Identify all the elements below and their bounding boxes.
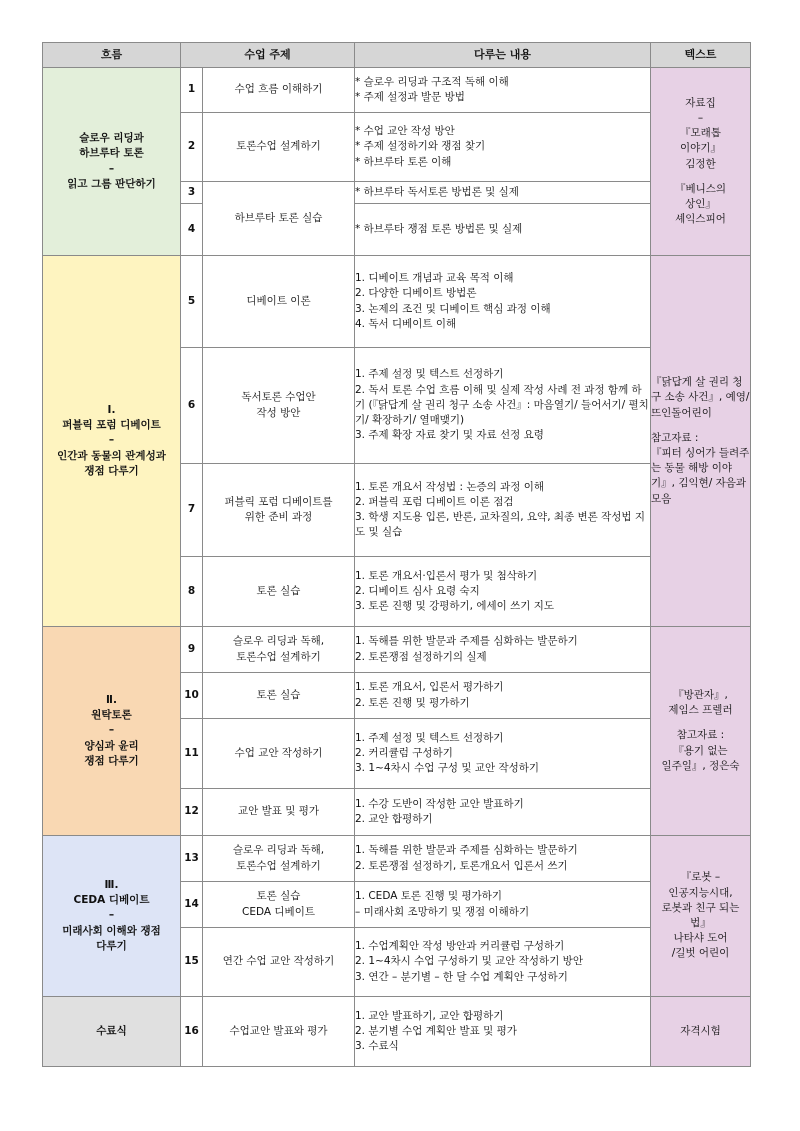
row-number: 15: [181, 928, 203, 997]
section-flow-3: Ⅲ. CEDA 디베이트 – 미래사회 이해와 쟁점 다루기: [43, 836, 181, 997]
section-flow-1: Ⅰ. 퍼블릭 포럼 디베이트 – 인간과 동물의 관계성과 쟁점 다루기: [43, 256, 181, 627]
row-number: 16: [181, 997, 203, 1067]
row-topic: 수업 흐름 이해하기: [203, 68, 355, 113]
table-row: [43, 256, 751, 348]
row-content: * 하브루타 독서토론 방법론 및 실제: [355, 182, 651, 204]
row-content: 1. 토론 개요서 작성법 : 논증의 과정 이해 2. 퍼블릭 포럼 디베이트 이론 점검 3. 학생 지도용 입론, 반론, 교차질의, 요약, 최종 변론 작성법 지도 및 실습: [355, 464, 651, 557]
row-number: 4: [181, 204, 203, 256]
table-row: [43, 997, 751, 1067]
header-text: 텍스트: [651, 43, 751, 68]
section-text-2: 『방관자』, 제임스 프렐러 참고자료 : 『용기 없는 일주일』, 정은숙: [651, 627, 751, 836]
header-flow: 흐름: [43, 43, 181, 68]
row-topic: 교안 발표 및 평가: [203, 789, 355, 836]
row-number: 2: [181, 113, 203, 182]
row-number: 12: [181, 789, 203, 836]
row-content: * 하브루타 쟁점 토론 방법론 및 실제: [355, 204, 651, 256]
section-flow-0: 슬로우 리딩과 하브루타 토론 – 읽고 그름 판단하기: [43, 68, 181, 256]
row-number: 14: [181, 882, 203, 928]
row-content: 1. 디베이트 개념과 교육 목적 이해 2. 다양한 디베이트 방법론 3. 논제의 조건 및 디베이트 핵심 과정 이해 4. 독서 디베이트 이해: [355, 256, 651, 348]
row-number: 6: [181, 348, 203, 464]
header-row: [43, 43, 751, 68]
row-content: 1. 토론 개요서, 입론서 평가하기 2. 토론 진행 및 평가하기: [355, 673, 651, 719]
row-content: 1. CEDA 토론 진행 및 평가하기 – 미래사회 조망하기 및 쟁점 이해하기: [355, 882, 651, 928]
table-row: [43, 627, 751, 673]
section-text-1: 『닭답게 살 권리 청구 소송 사건』, 예영/ 뜨인돌어린이 참고자료 : 『피터 싱어가 들려주는 동물 해방 이야기』, 김익현/ 자음과모음: [651, 256, 751, 627]
row-topic: 토론 실습: [203, 557, 355, 627]
row-topic: 토론수업 설계하기: [203, 113, 355, 182]
header-topic: 수업 주제: [181, 43, 355, 68]
row-number: 11: [181, 719, 203, 789]
row-topic: 수업교안 발표와 평가: [203, 997, 355, 1067]
curriculum-table: [42, 42, 751, 1067]
row-content: 1. 주제 설정 및 텍스트 선정하기 2. 커리큘럼 구성하기 3. 1~4차시 수업 구성 및 교안 작성하기: [355, 719, 651, 789]
table-row: [43, 68, 751, 113]
row-content: 1. 토론 개요서·입론서 평가 및 첨삭하기 2. 디베이트 심사 요령 숙지 3. 토론 진행 및 강평하기, 에세이 쓰기 지도: [355, 557, 651, 627]
row-number: 7: [181, 464, 203, 557]
row-content: 1. 수업계획안 작성 방안과 커리큘럼 구성하기 2. 1~4차시 수업 구성하기 및 교안 작성하기 방안 3. 연간 – 분기별 – 한 달 수업 계획안 구성하기: [355, 928, 651, 997]
row-topic: 하브루타 토론 실습: [203, 182, 355, 256]
section-text-0: 자료집 – 『모래톱 이야기』 김정한 『베니스의 상인』 셰익스피어: [651, 68, 751, 256]
section-flow-2: Ⅱ. 원탁토론 – 양심과 윤리 쟁점 다루기: [43, 627, 181, 836]
row-content: 1. 수강 도반이 작성한 교안 발표하기 2. 교안 합평하기: [355, 789, 651, 836]
row-topic: 디베이트 이론: [203, 256, 355, 348]
row-number: 10: [181, 673, 203, 719]
row-topic: 토론 실습: [203, 673, 355, 719]
row-topic: 슬로우 리딩과 독해, 토론수업 설계하기: [203, 627, 355, 673]
row-topic: 연간 수업 교안 작성하기: [203, 928, 355, 997]
row-content: 1. 독해를 위한 발문과 주제를 심화하는 발문하기 2. 토론쟁점 설정하기, 토론개요서 입론서 쓰기: [355, 836, 651, 882]
row-topic: 토론 실습 CEDA 디베이트: [203, 882, 355, 928]
row-content: 1. 독해를 위한 발문과 주제를 심화하는 발문하기 2. 토론쟁점 설정하기의 실제: [355, 627, 651, 673]
row-content: 1. 교안 발표하기, 교안 합평하기 2. 분기별 수업 계획안 발표 및 평가 3. 수료식: [355, 997, 651, 1067]
row-number: 9: [181, 627, 203, 673]
row-topic: 퍼블릭 포럼 디베이트를 위한 준비 과정: [203, 464, 355, 557]
row-number: 1: [181, 68, 203, 113]
row-content: 1. 주제 설정 및 텍스트 선정하기 2. 독서 토론 수업 흐름 이해 및 실제 작성 사례 전 과정 함께 하기 (『닭답게 살 권리 청구 소송 사건』: 마음열기/ 들어서기/ 펼치기/ 확장하기/ 열매맺기) 3. 주제 확장 자료 찾기 및 자료 선정 요령: [355, 348, 651, 464]
section-text-4: 자격시험: [651, 997, 751, 1067]
header-content: 다루는 내용: [355, 43, 651, 68]
row-topic: 독서토론 수업안 작성 방안: [203, 348, 355, 464]
row-content: * 수업 교안 작성 방안 * 주제 설정하기와 쟁점 찾기 * 하브루타 토론 이해: [355, 113, 651, 182]
section-flow-4: 수료식: [43, 997, 181, 1067]
section-text-3: 『로봇 – 인공지능시대, 로봇과 친구 되는 법』 나타샤 도어 /길벗 어린이: [651, 836, 751, 997]
row-content: * 슬로우 리딩과 구조적 독해 이해 * 주제 설정과 발문 방법: [355, 68, 651, 113]
row-topic: 수업 교안 작성하기: [203, 719, 355, 789]
row-topic: 슬로우 리딩과 독해, 토론수업 설계하기: [203, 836, 355, 882]
row-number: 3: [181, 182, 203, 204]
row-number: 5: [181, 256, 203, 348]
row-number: 8: [181, 557, 203, 627]
row-number: 13: [181, 836, 203, 882]
table-row: [43, 836, 751, 882]
